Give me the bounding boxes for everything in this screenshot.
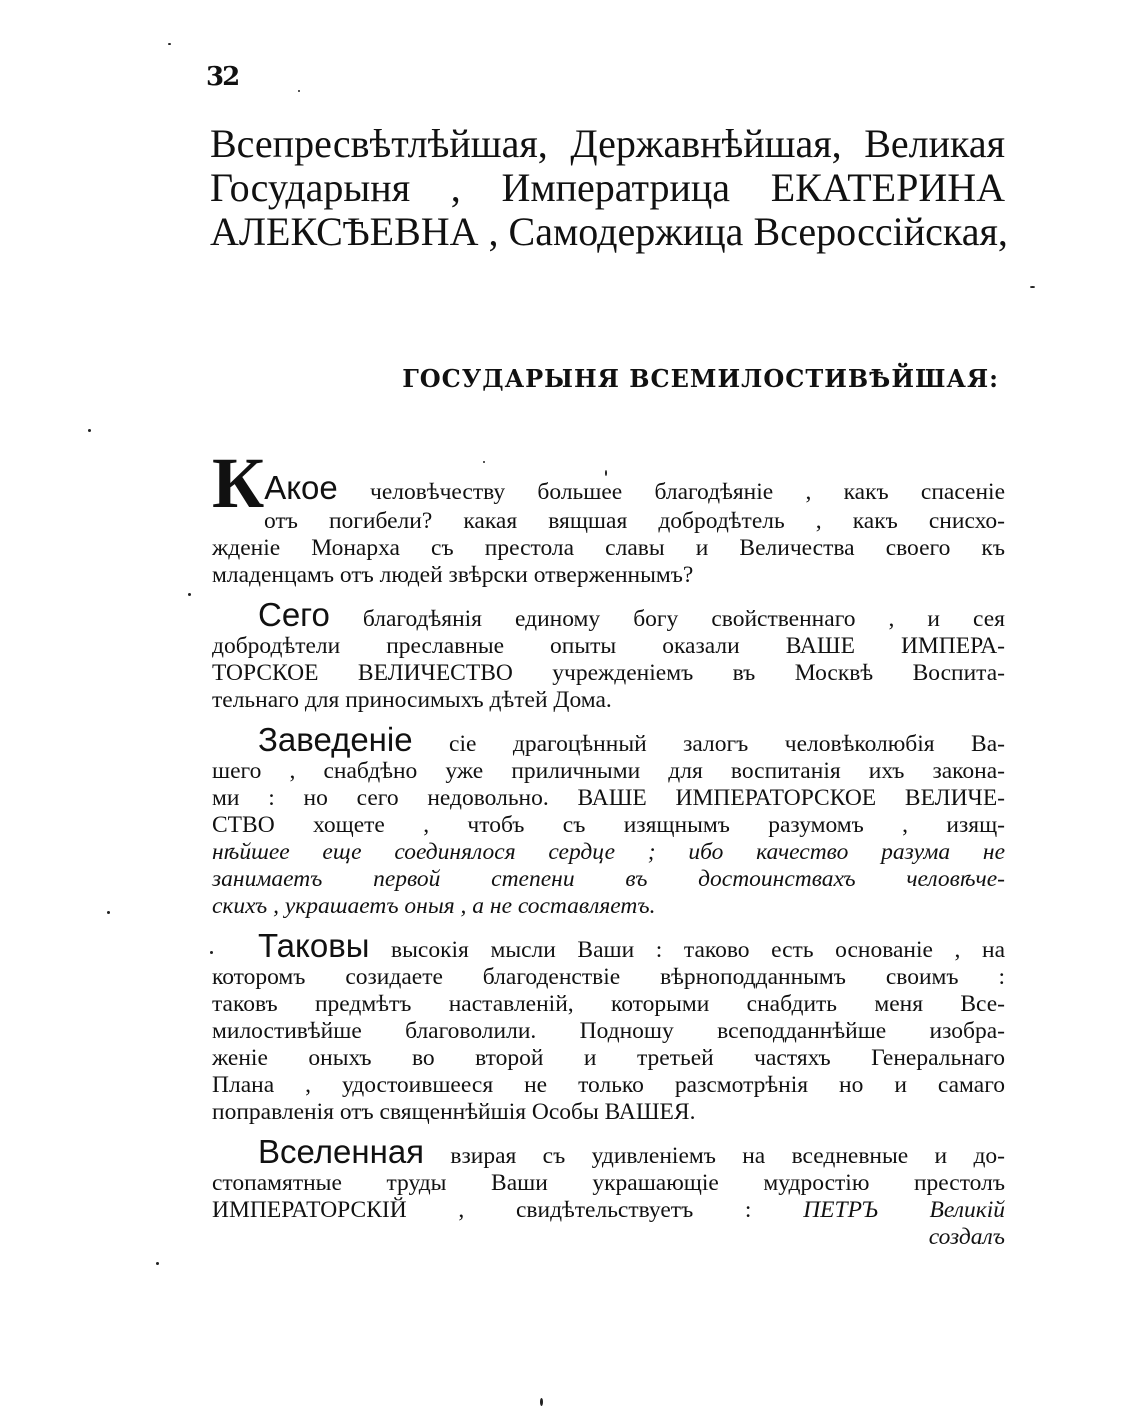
paragraph <box>212 927 1006 1126</box>
paragraph-lead-word: Вселенная <box>258 1133 425 1170</box>
paragraph-text: ИМПЕРАТОРСКІЙ , свидѣтельствуетъ : <box>212 1197 752 1223</box>
paragraph-lead-word: Акое <box>264 469 338 506</box>
scan-speck <box>1030 286 1035 288</box>
paragraph-lead-word: Сего <box>258 596 330 633</box>
address-line: Государыня , Императрица ЕКАТЕРИНА <box>210 165 1005 210</box>
paragraph-text: человѣчеству большее благодѣяніе , какъ спасеніе <box>370 479 1006 505</box>
paragraph-line <box>212 721 1005 758</box>
paragraph-line: добродѣтели преславные опыты оказали ВАШЕ ИМПЕРА- <box>212 633 1005 659</box>
dedication-address <box>210 121 1008 254</box>
scan-speck <box>210 951 213 954</box>
paragraph-line: ТОРСКОЕ ВЕЛИЧЕСТВО учрежденіемъ въ Москвѣ Воспита- <box>212 660 1005 686</box>
paragraph-line: скихъ , украшаетъ оныя , а не составляетъ. <box>212 893 656 919</box>
catchword: создалъ <box>928 1224 1005 1250</box>
paragraph-line: Плана , удостоившееся не только разсмотрѣнія но и самаго <box>212 1072 1005 1098</box>
paragraph <box>212 1133 1005 1251</box>
paragraph-text: высокія мысли Ваши : таково есть основаніе , на <box>391 937 1006 963</box>
dedication-body <box>212 443 1006 1263</box>
paragraph-line: тельнаго для приносимыхъ дѣтей Дома. <box>212 687 612 713</box>
address-line: Всепресвѣтлѣйшая, Державнѣйшая, Великая <box>210 121 1005 166</box>
salutation-heading: ГОСУДАРЫНЯ ВСЕМИЛОСТИВѢЙШАЯ: <box>402 364 999 393</box>
paragraph-line: милостивѣйше благоволили. Подношу всеподданнѣйше изобра- <box>212 1018 1005 1044</box>
paragraph-line: поправленія отъ священнѣйшія Особы ВАШЕЯ. <box>212 1099 696 1125</box>
paragraph-line: отъ погибели? какая вящшая добродѣтель , какъ снисхо- <box>264 508 1005 534</box>
scan-speck <box>605 470 607 476</box>
paragraph-line: СТВО хощете , чтобъ съ изящнымъ разумомъ , изящ- <box>212 812 1005 838</box>
paragraph-line: нѣйшее еще соединялося сердце ; ибо качество разума не <box>212 839 1005 865</box>
paragraph-text: благодѣянія единому богу свойственнаго , и сея <box>362 606 1005 632</box>
paragraph <box>212 443 1006 589</box>
paragraph-line <box>212 927 1006 964</box>
scan-speck <box>168 43 171 45</box>
scan-speck <box>107 911 110 914</box>
page-number: 32 <box>206 62 239 92</box>
scan-speck <box>88 429 91 432</box>
paragraph-text: сіе драгоцѣнный залогъ человѣколюбія Ва- <box>449 731 1005 757</box>
paragraph-line: занимаетъ первой степени въ достоинствахъ человѣче- <box>212 866 1005 892</box>
paragraph-line: таковъ предмѣтъ наставленій, которыми снабдить меня Все- <box>212 991 1005 1017</box>
paragraph <box>212 721 1005 920</box>
paragraph-text: ПЕТРЪ Великій <box>803 1197 1005 1223</box>
drop-cap: К <box>212 443 265 523</box>
scan-speck <box>483 461 485 463</box>
paragraph-line <box>212 1197 1005 1224</box>
scan-speck <box>156 1262 159 1265</box>
paragraph-line: жденіе Монарха съ престола славы и Величества своего къ <box>212 535 1005 561</box>
paragraph-line: младенцамъ отъ людей звѣрски отверженнымъ? <box>212 562 694 588</box>
paragraph-text: взирая съ удивленіемъ на вседневные и до- <box>450 1143 1005 1169</box>
address-line: АЛЕКСѢЕВНА , Самодержица Всероссійская, <box>210 209 1008 254</box>
paragraph-lead-word: Таковы <box>258 927 370 964</box>
scan-speck <box>298 90 300 92</box>
scan-speck <box>540 1398 543 1406</box>
paragraph <box>212 596 1005 714</box>
paragraph-line: которомъ созидаете благоденствіе вѣрноподданнымъ своимъ : <box>212 964 1005 990</box>
scan-speck <box>188 593 191 596</box>
paragraph-line: шего , снабдѣно уже приличными для воспитанія ихъ закона- <box>212 758 1005 784</box>
paragraph-line <box>212 596 1005 633</box>
paragraph-line: женіе оныхъ во второй и третьей частяхъ Генеральнаго <box>212 1045 1005 1071</box>
paragraph-line: стопамятные труды Ваши украшающіе мудростію престолъ <box>212 1170 1005 1196</box>
paragraph-line <box>212 1133 1005 1170</box>
paragraph-line: ми : но сего недовольно. ВАШЕ ИМПЕРАТОРСКОЕ ВЕЛИЧЕ- <box>212 785 1005 811</box>
paragraph-lead-word: Заведеніе <box>258 721 413 758</box>
